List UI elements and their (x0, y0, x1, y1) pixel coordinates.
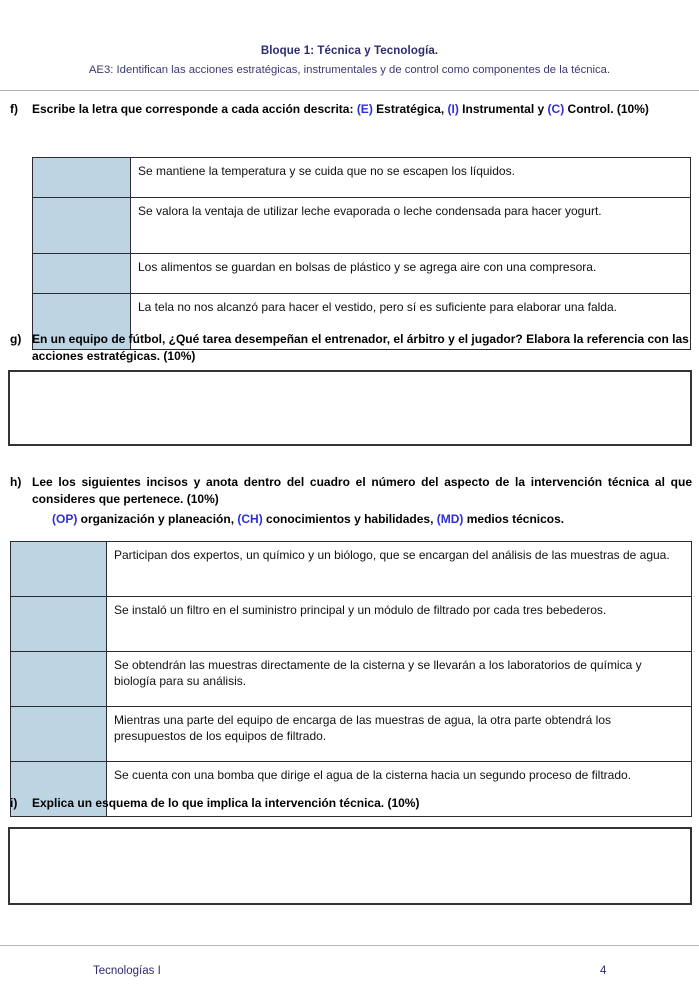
statement-cell-f-3: Los alimentos se guardan en bolsas de plástico y se agrega aire con una compresora. (131, 254, 691, 294)
question-g-text: En un equipo de fútbol, ¿Qué tarea desempeñan el entrenador, el árbitro y el jugador? Elabora la referencia con las acciones estratégicas. (10%) (32, 332, 689, 363)
question-f-text (32, 101, 649, 118)
statement-cell-h-4: Mientras una parte del equipo de encarga de las muestras de agua, la otra parte obtendrá los presupuestos de los equipos de filtrado. (107, 707, 692, 762)
answer-cell-f-1[interactable] (33, 158, 131, 198)
question-h-legend (52, 511, 692, 528)
table-row (11, 652, 692, 707)
table-question-f (32, 157, 691, 350)
tag-instrumental: (I) (447, 102, 459, 116)
statement-cell-f-4: La tela no nos alcanzó para hacer el vestido, pero sí es suficiente para elaborar una falda. (131, 294, 691, 350)
table-row (11, 597, 692, 652)
question-g (10, 331, 692, 365)
footer-subject: Tecnologías I (93, 965, 161, 977)
question-f-text-part1: Escribe la letra que corresponde a cada acción descrita: (32, 102, 357, 116)
question-f-text-part2: Estratégica, (372, 102, 448, 116)
block-title: Bloque 1: Técnica y Tecnología. (260, 45, 439, 57)
answer-cell-h-4[interactable] (11, 707, 107, 762)
statement-cell-h-5: Se cuenta con una bomba que dirige el agua de la cisterna hacia un segundo proceso de filtrado. (107, 762, 692, 817)
statement-cell-h-3: Se obtendrán las muestras directamente de la cisterna y se llevarán a los laboratorios de química y biología para su análisis. (107, 652, 692, 707)
table-row (11, 707, 692, 762)
tag-ch: (CH) (237, 512, 263, 526)
answer-cell-f-3[interactable] (33, 254, 131, 294)
question-i-text: Explica un esquema de lo que implica la intervención técnica. (10%) (32, 796, 420, 810)
statement-cell-f-2: Se valora la ventaja de utilizar leche evaporada o leche condensada para hacer yogurt. (131, 198, 691, 254)
answer-cell-h-1[interactable] (11, 542, 107, 597)
table-question-h (10, 541, 692, 817)
question-f (10, 101, 692, 118)
statement-cell-h-2: Se instaló un filtro en el suministro principal y un módulo de filtrado por cada tres bebederos. (107, 597, 692, 652)
tag-md: (MD) (436, 512, 464, 526)
table-row (33, 198, 691, 254)
learning-objective-line: AE3: Identifican las acciones estratégicas, instrumentales y de control como componentes de la técnica. (88, 64, 611, 76)
table-row (33, 254, 691, 294)
header-divider (0, 90, 699, 91)
table-row (33, 158, 691, 198)
legend-ch-text: conocimientos y habilidades, (262, 512, 437, 526)
question-h (10, 474, 692, 508)
question-h-letter: h) (10, 475, 22, 489)
legend-md-text: medios técnicos. (463, 512, 565, 526)
question-f-text-part3: Instrumental y (458, 102, 548, 116)
question-i-letter: i) (10, 796, 18, 810)
statement-cell-h-1: Participan dos expertos, un químico y un biólogo, que se encargan del análisis de las muestras de agua. (107, 542, 692, 597)
answer-cell-h-2[interactable] (11, 597, 107, 652)
answer-box-question-g[interactable] (8, 370, 692, 446)
table-row (11, 542, 692, 597)
question-f-text-part4: Control. (10%) (564, 102, 649, 116)
question-f-letter: f) (10, 102, 18, 116)
tag-control: (C) (547, 102, 565, 116)
tag-op: (OP) (52, 512, 78, 526)
footer-divider (0, 945, 699, 946)
question-i (10, 795, 692, 812)
question-g-letter: g) (10, 332, 22, 346)
answer-cell-h-3[interactable] (11, 652, 107, 707)
answer-cell-f-2[interactable] (33, 198, 131, 254)
answer-box-question-i[interactable] (8, 827, 692, 905)
statement-cell-f-1: Se mantiene la temperatura y se cuida que no se escapen los líquidos. (131, 158, 691, 198)
tag-estrategica: (E) (356, 102, 373, 116)
footer-page-number: 4 (600, 965, 607, 977)
question-h-text: Lee los siguientes incisos y anota dentro del cuadro el número del aspecto de la intervención técnica al que consideres que pertenece. (10%) (32, 475, 692, 506)
legend-op-text: organización y planeación, (77, 512, 238, 526)
document-header (0, 44, 699, 78)
